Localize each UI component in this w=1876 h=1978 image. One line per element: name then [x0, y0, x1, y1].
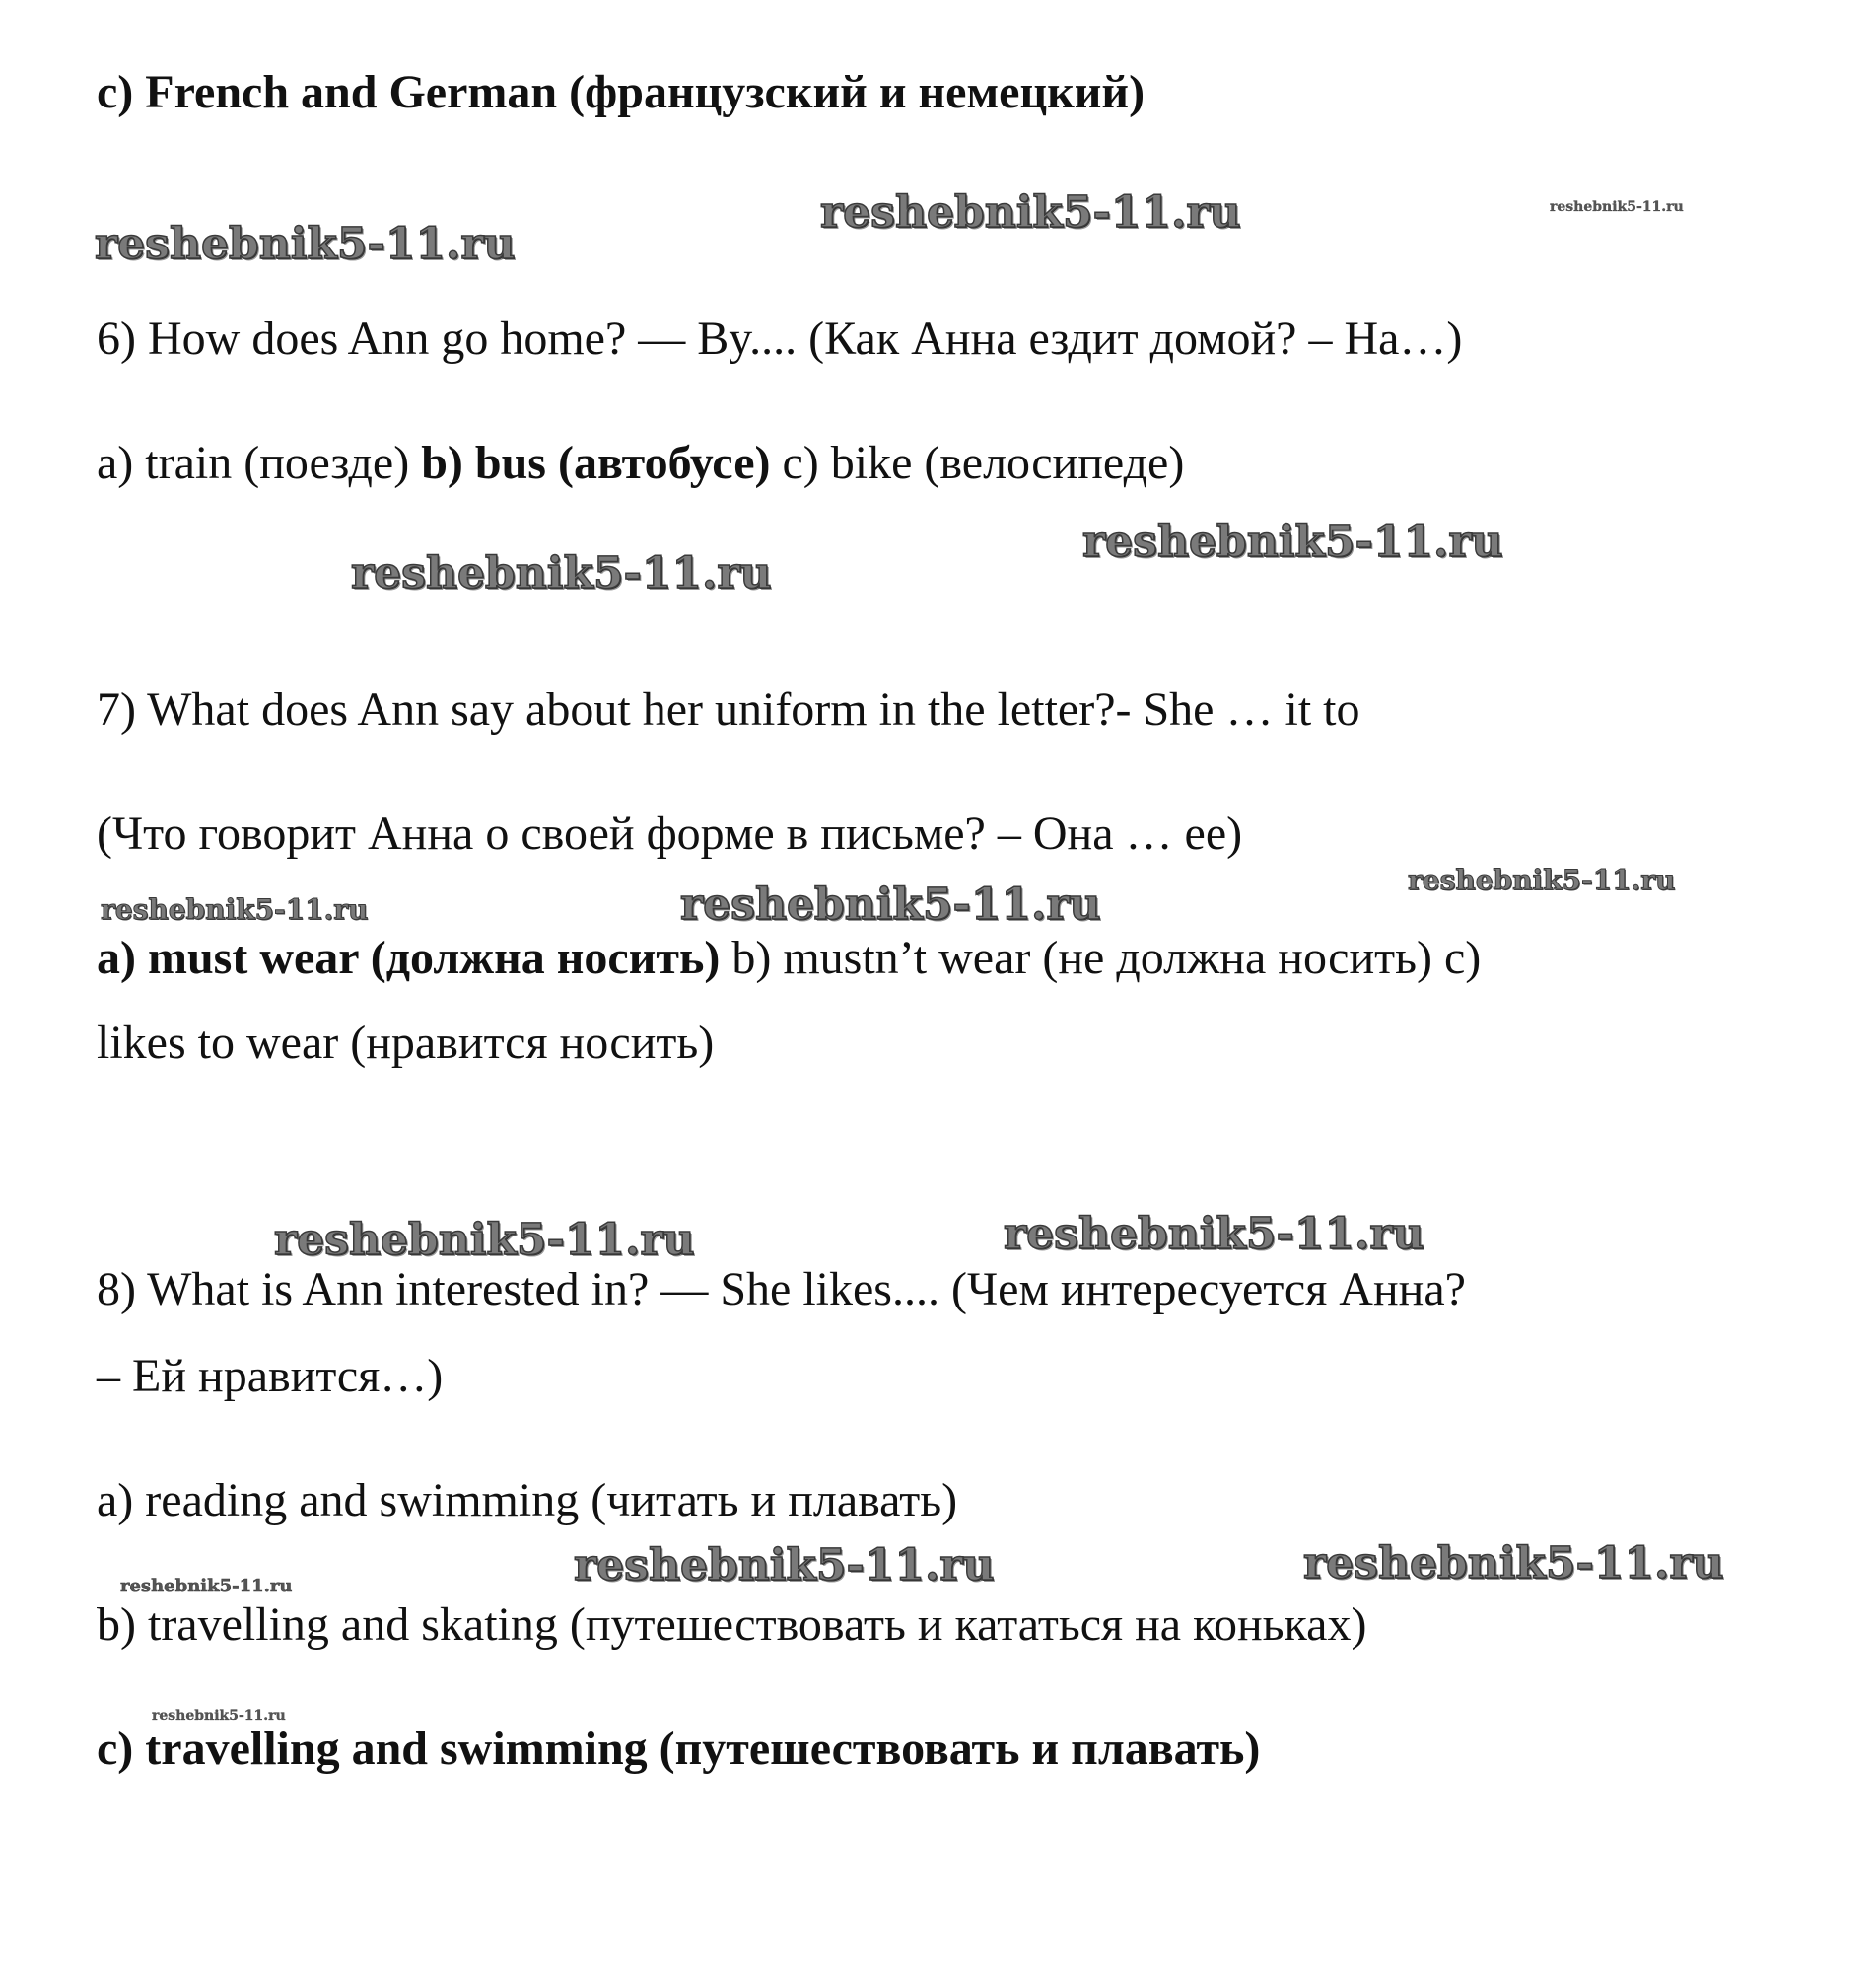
watermark: reshebnik5-11.ru — [351, 548, 772, 599]
option-7c: likes to wear (нравится носить) — [97, 1017, 715, 1069]
question-7-options — [97, 931, 1481, 986]
question-8: 8) What is Ann interested in? — She likes.... (Чем интересуется Анна? — [97, 1263, 1466, 1315]
question-6-options — [97, 436, 1184, 491]
question-6: 6) How does Ann go home? — By.... (Как Анна ездит домой? – На…) — [97, 313, 1463, 365]
option-8a: a) reading and swimming (читать и плавать) — [97, 1474, 958, 1526]
question-7-translation: (Что говорит Анна о своей форме в письме? – Она … ее) — [97, 808, 1243, 860]
option-6b-answer: b) bus (автобусе) — [421, 437, 771, 489]
watermark: reshebnik5-11.ru — [95, 219, 516, 269]
answer-c-french-german: c) French and German (французский и немецкий) — [97, 66, 1146, 118]
question-8-translation: – Ей нравится…) — [97, 1350, 444, 1402]
option-6a: a) train (поезде) — [97, 437, 422, 489]
watermark: reshebnik5-11.ru — [1004, 1209, 1424, 1259]
watermark: reshebnik5-11.ru — [274, 1215, 695, 1265]
watermark: reshebnik5-11.ru — [101, 893, 369, 926]
watermark: reshebnik5-11.ru — [1082, 517, 1503, 567]
watermark: reshebnik5-11.ru — [1303, 1538, 1724, 1589]
option-8b: b) travelling and skating (путешествовать и кататься на коньках) — [97, 1598, 1367, 1651]
option-6c: c) bike (велосипеде) — [770, 437, 1185, 489]
option-8c-answer: c) travelling and swimming (путешествовать и плавать) — [97, 1723, 1261, 1775]
watermark: reshebnik5-11.ru — [120, 1576, 293, 1596]
option-7b: b) mustn’t wear (не должна носить) c) — [720, 932, 1482, 984]
option-7a-answer: a) must wear (должна носить) — [97, 932, 721, 984]
question-7: 7) What does Ann say about her uniform in the letter?- She … it to — [97, 683, 1360, 736]
watermark: reshebnik5-11.ru — [152, 1708, 286, 1724]
watermark: reshebnik5-11.ru — [574, 1540, 995, 1590]
watermark: reshebnik5-11.ru — [1550, 199, 1684, 215]
watermark: reshebnik5-11.ru — [680, 880, 1101, 930]
watermark: reshebnik5-11.ru — [1408, 864, 1676, 896]
watermark: reshebnik5-11.ru — [820, 187, 1241, 238]
